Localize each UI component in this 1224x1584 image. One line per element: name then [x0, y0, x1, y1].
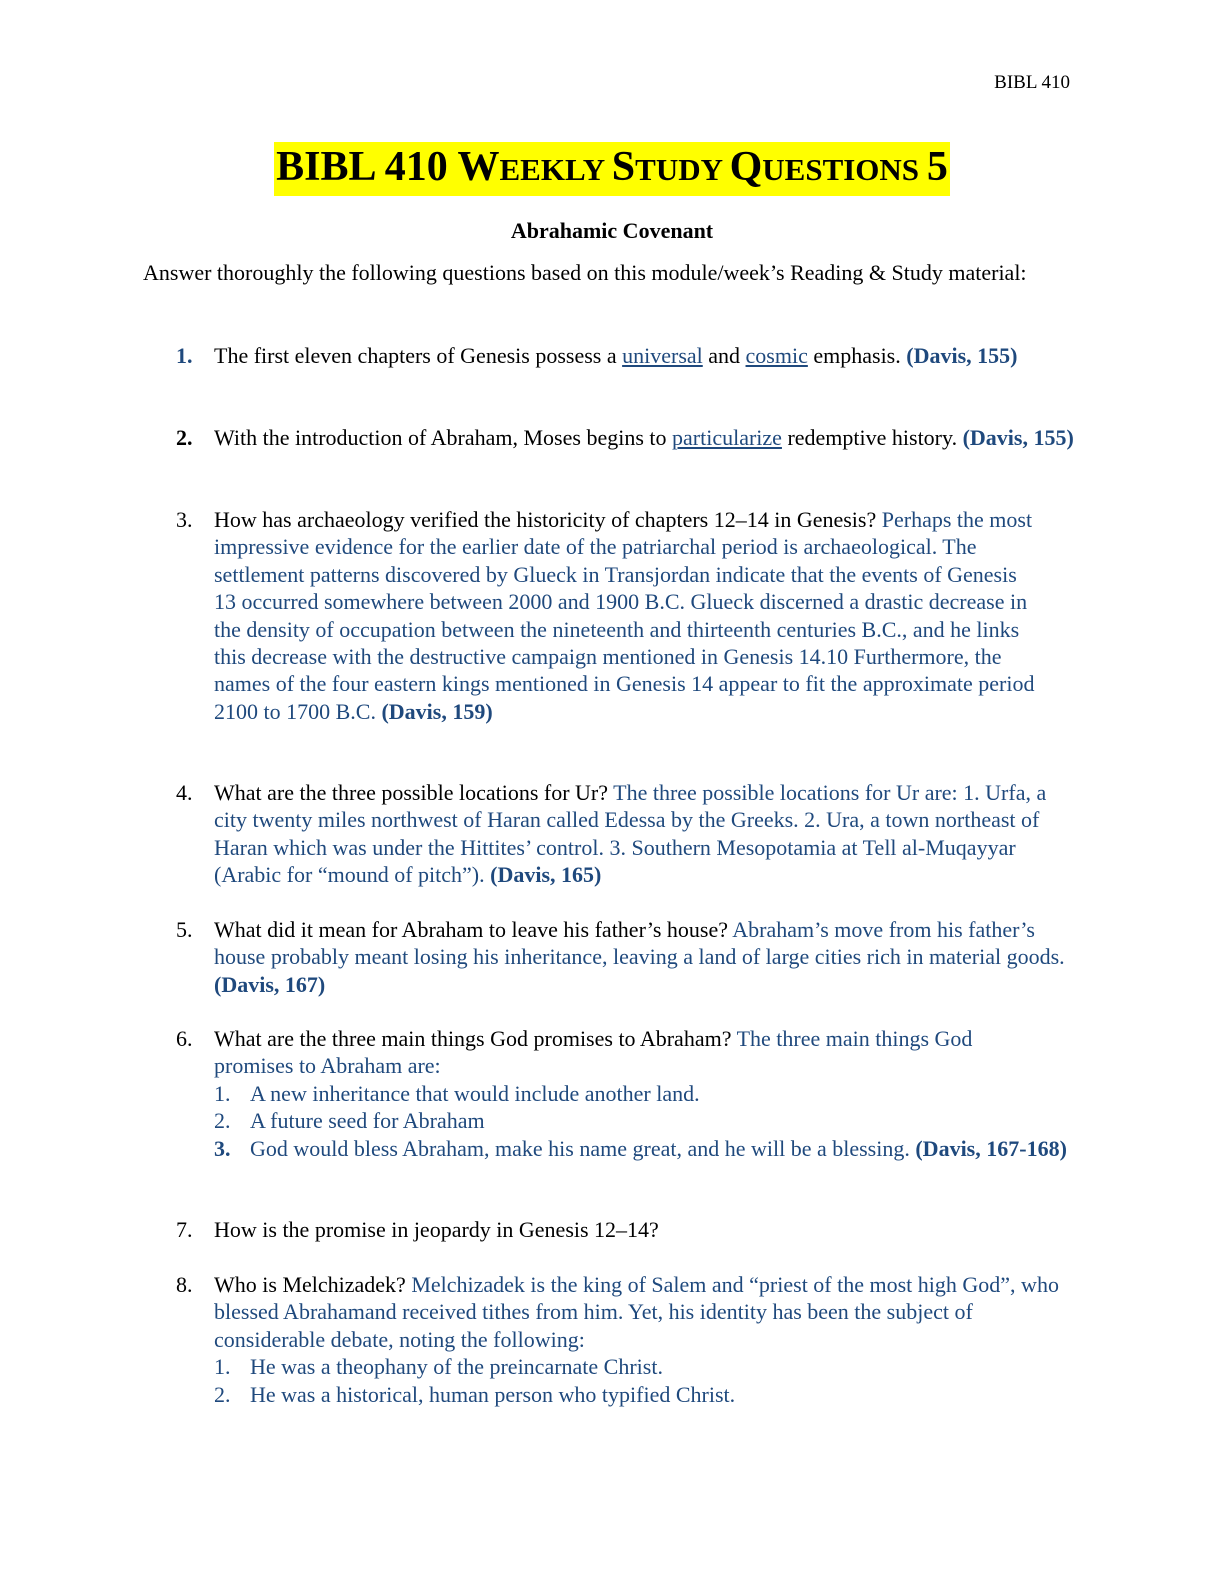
- question-text: Who is Melchizadek? Melchizadek is the king of Salem and “priest of the most high God”, who blessed Abrahamand received tithes from him. Yet, his identity has been the subject of considerable debate, noting the following:: [214, 1272, 1059, 1352]
- question-number: 2.: [176, 425, 193, 450]
- answer-text: The three main things God promises to Abraham are:: [214, 1026, 973, 1079]
- citation: (Davis, 155): [906, 343, 1018, 368]
- citation: (Davis, 155): [962, 425, 1074, 450]
- question-text: How has archaeology verified the historicity of chapters 12–14 in Genesis? Perhaps the most impressive evidence for the earlier date of the patriarchal period is archaeological. The settlement patterns discovered by Glueck in Transjordan indicate that the events of Genesis 13 occurred somewhere between 2000 and 1900 B.C. Glueck discerned a drastic decrease in the density of occupation between the nineteenth and thirteenth centuries B.C., and he links this decrease with the destructive campaign mentioned in Genesis 14.10 Furthermore, the names of the four eastern kings mentioned in Genesis 14 appear to fit the approximate period 2100 to 1700 B.C. (Davis, 159): [214, 507, 1035, 724]
- citation: (Davis, 167): [214, 971, 326, 997]
- question-text: What are the three possible locations for Ur? The three possible locations for Ur are: 1. Urfa, a city twenty miles northwest of Haran called Edessa by the Greeks. 2. Ura, a town northeast of Haran which was under the Hittites’ control. 3. Southern Mesopotamia at Tell al-Muqayyar (Arabic for “mound of pitch”). (Davis, 165): [214, 780, 1047, 888]
- question-number: 3.: [176, 507, 193, 532]
- question-5: [176, 916, 1076, 998]
- page-title: BIBL 410 WEEKLY STUDY QUESTIONS 5: [274, 142, 950, 196]
- answer-text: Abraham’s move from his father’s house probably meant losing his inheritance, leaving a land of large cities rich in material goods.: [214, 917, 1065, 970]
- instructions: Answer thoroughly the following questions based on this module/week’s Reading & Study material:: [143, 260, 1027, 285]
- fill-answer: cosmic: [745, 343, 808, 368]
- list-item: 1. He was a theophany of the preincarnate Christ.: [214, 1354, 663, 1380]
- question-text: The first eleven chapters of Genesis possess a universal and cosmic emphasis. (Davis, 155): [214, 343, 1018, 368]
- question-text: With the introduction of Abraham, Moses begins to particularize redemptive history. (Davis, 155): [214, 425, 1074, 450]
- question-8: [176, 1271, 1076, 1408]
- question-text: What did it mean for Abraham to leave his father’s house? Abraham’s move from his father’s house probably meant losing his inheritance, leaving a land of large cities rich in material goods. (Davis, 167): [214, 917, 1065, 997]
- question-4: [176, 779, 1076, 889]
- citation: (Davis, 167-168): [915, 1135, 1067, 1161]
- answer-text: Melchizadek is the king of Salem and “priest of the most high God”, who blessed Abrahamand received tithes from him. Yet, his identity has been the subject of considerable debate, noting the following:: [214, 1272, 1059, 1352]
- question-number: 6.: [176, 1026, 193, 1051]
- answer-text: Perhaps the most impressive evidence for the earlier date of the patriarchal period is archaeological. The settlement patterns discovered by Glueck in Transjordan indicate that the events of Genesis 13 occurred somewhere between 2000 and 1900 B.C. Glueck discerned a drastic decrease in the density of occupation between the nineteenth and thirteenth centuries B.C., and he links this decrease with the destructive campaign mentioned in Genesis 14.10 Furthermore, the names of the four eastern kings mentioned in Genesis 14 appear to fit the approximate period 2100 to 1700 B.C.: [214, 507, 1035, 724]
- page-header-course: BIBL 410: [994, 72, 1070, 93]
- question-number: 5.: [176, 917, 193, 942]
- question-7: [176, 1216, 1076, 1243]
- list-item: 2. A future seed for Abraham: [214, 1108, 485, 1134]
- fill-answer: particularize: [672, 425, 782, 450]
- answer-text: The three possible locations for Ur are: 1. Urfa, a city twenty miles northwest of Haran called Edessa by the Greeks. 2. Ura, a town northeast of Haran which was under the Hittites’ control. 3. Southern Mesopotamia at Tell al-Muqayyar (Arabic for “mound of pitch”).: [214, 780, 1047, 888]
- citation: (Davis, 159): [381, 698, 493, 724]
- question-1: [176, 342, 1076, 369]
- question-text: How is the promise in jeopardy in Genesis 12–14?: [214, 1217, 659, 1242]
- list-item: 1. A new inheritance that would include another land.: [214, 1080, 700, 1106]
- title-container: [0, 142, 1224, 196]
- question-number: 1.: [176, 343, 193, 368]
- question-number: 8.: [176, 1272, 193, 1297]
- question-number: 7.: [176, 1217, 193, 1242]
- fill-answer: universal: [622, 343, 703, 368]
- question-text: What are the three main things God promises to Abraham? The three main things God promises to Abraham are:: [214, 1026, 973, 1079]
- question-6: [176, 1025, 1076, 1162]
- question-number: 4.: [176, 780, 193, 805]
- question-3: [176, 506, 1076, 725]
- list-item: 3. God would bless Abraham, make his name great, and he will be a blessing. (Davis, 167-168): [214, 1135, 1067, 1161]
- list-item: 2. He was a historical, human person who typified Christ.: [214, 1381, 736, 1407]
- question-2: [176, 424, 1076, 451]
- page-subtitle: Abrahamic Covenant: [510, 218, 714, 243]
- citation: (Davis, 165): [490, 862, 602, 888]
